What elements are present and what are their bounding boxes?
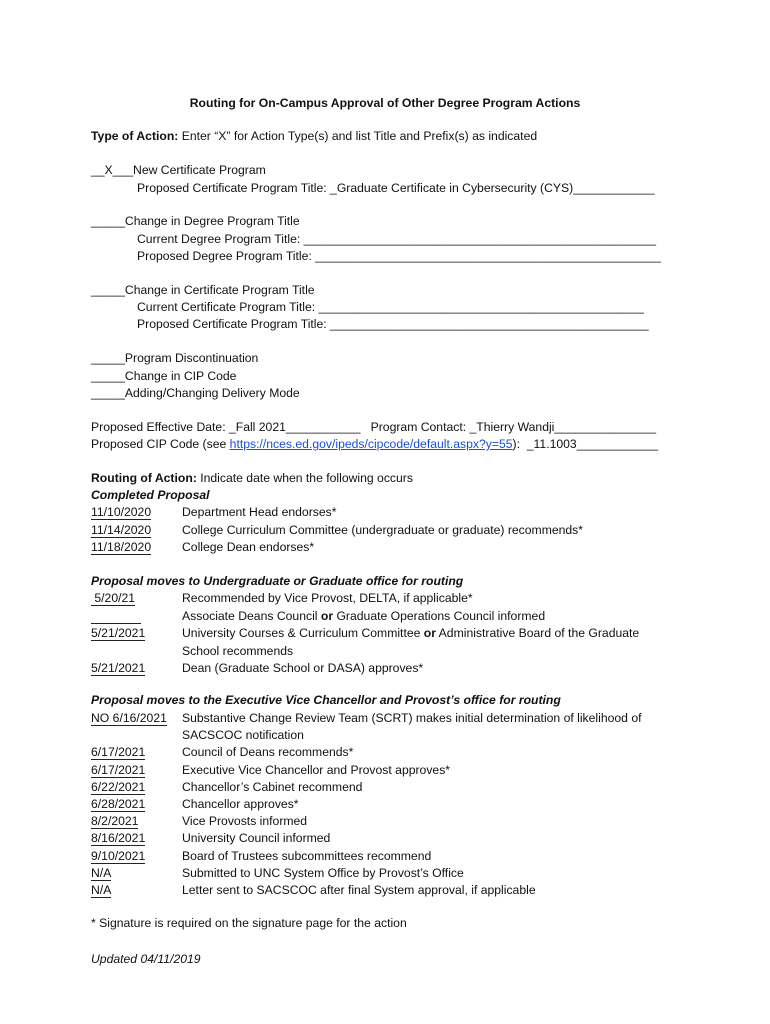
change-certificate-title-option[interactable]: _____Change in Certificate Program Title <box>91 283 315 297</box>
routing-step-text <box>182 814 307 829</box>
step-text: Recommended by Vice Provost, DELTA, if applicable* <box>182 591 473 605</box>
date-value[interactable]: 11/18/2020 <box>91 540 152 554</box>
step-text: College Curriculum Committee (undergraduate or graduate) recommends* <box>182 522 584 537</box>
step-text: College Dean endorses* <box>182 540 315 554</box>
delivery-mode-option[interactable]: _____Adding/Changing Delivery Mode <box>91 386 300 400</box>
cip-code-line <box>91 437 658 452</box>
date-field[interactable] <box>91 711 167 726</box>
date-field[interactable] <box>91 797 145 812</box>
date-field[interactable] <box>91 866 111 881</box>
date-value[interactable]: 6/17/2021 <box>91 745 146 760</box>
step-text: Chancellor approves* <box>182 797 299 811</box>
program-discontinuation-option[interactable]: _____Program Discontinuation <box>91 351 259 365</box>
type-of-action-instruction: Enter “X” for Action Type(s) and list Title and Prefix(s) as indicated <box>178 129 538 143</box>
current-certificate-title-field[interactable]: Current Certificate Program Title: ________________________________________________ <box>137 300 644 314</box>
routing-step-text <box>182 661 423 676</box>
routing-of-action <box>91 471 413 486</box>
routing-step-text <box>182 728 304 743</box>
routing-instruction: Indicate date when the following occurs <box>196 471 413 485</box>
cip-change-option[interactable]: _____Change in CIP Code <box>91 369 237 383</box>
cip-code-prefix: Proposed CIP Code (see <box>91 437 230 451</box>
signature-footnote: * Signature is required on the signature page for the action <box>91 916 407 930</box>
date-field-empty[interactable] <box>91 609 141 624</box>
routing-step-text <box>182 523 583 538</box>
step-text-cont: Administrative Board of the Graduate <box>435 626 640 640</box>
step-text-cont: Graduate Operations Council informed <box>333 608 546 623</box>
date-value[interactable]: 5/21/2021 <box>91 661 146 675</box>
proposed-certificate-title-field[interactable]: Proposed Certificate Program Title: _Graduate Certificate in Cybersecurity (CYS)____________ <box>137 181 655 195</box>
date-field[interactable] <box>91 540 151 555</box>
date-value[interactable]: 6/22/2021 <box>91 779 146 794</box>
step-text-bold: or <box>423 626 436 640</box>
step-text: Associate Deans Council <box>182 608 321 623</box>
date-value[interactable]: 11/14/2020 <box>91 522 152 537</box>
step-text: Board of Trustees subcommittees recommend <box>182 848 432 863</box>
updated-date: Updated 04/11/2019 <box>91 952 201 966</box>
routing-step-text <box>182 849 431 864</box>
routing-step-text <box>182 883 536 898</box>
change-degree-title-option[interactable]: _____Change in Degree Program Title <box>91 214 300 228</box>
date-value[interactable]: 5/21/2021 <box>91 626 146 640</box>
step-text-bold: or <box>320 608 334 623</box>
date-value[interactable]: 8/16/2021 <box>91 831 146 846</box>
date-field[interactable] <box>91 763 145 778</box>
step-text: Department Head endorses* <box>182 505 337 519</box>
ug-grad-routing-heading: Proposal moves to Undergraduate or Graduate office for routing <box>91 574 464 588</box>
date-value[interactable]: 6/28/2021 <box>91 797 146 811</box>
cip-code-link[interactable]: https://nces.ed.gov/ipeds/cipcode/default.aspx?y=55 <box>229 437 513 451</box>
type-of-action-label: Type of Action: <box>91 129 179 143</box>
date-field[interactable] <box>91 591 135 606</box>
completed-proposal-heading: Completed Proposal <box>91 488 210 502</box>
routing-step-text <box>182 626 639 641</box>
evc-routing-heading: Proposal moves to the Executive Vice Chancellor and Provost’s office for routing <box>91 693 561 707</box>
date-value[interactable]: 5/20/21 <box>91 591 136 605</box>
proposed-certificate-title-field-2[interactable]: Proposed Certificate Program Title: _______________________________________________ <box>137 317 649 331</box>
date-value[interactable]: 11/10/2020 <box>91 505 152 519</box>
step-text: Council of Deans recommends* <box>182 745 354 760</box>
step-text: Vice Provosts informed <box>182 814 308 829</box>
routing-step-text <box>182 797 299 812</box>
step-text: University Courses & Curriculum Committee <box>182 626 424 640</box>
date-value[interactable]: 9/10/2021 <box>91 848 146 863</box>
step-text: Submitted to UNC System Office by Provost’s Office <box>182 865 464 880</box>
date-value[interactable]: NO 6/16/2021 <box>91 711 167 725</box>
routing-label: Routing of Action: <box>91 471 197 485</box>
date-field[interactable] <box>91 626 145 641</box>
date-value[interactable]: 6/17/2021 <box>91 762 146 777</box>
step-text: Letter sent to SACSCOC after final System approval, if applicable <box>182 883 536 897</box>
date-field[interactable] <box>91 745 145 760</box>
step-text: University Council informed <box>182 831 331 846</box>
date-value[interactable]: 8/2/2021 <box>91 814 139 829</box>
date-field[interactable] <box>91 883 111 898</box>
routing-step-text <box>182 540 314 555</box>
routing-step-text <box>182 505 336 520</box>
proposed-degree-title-field[interactable]: Proposed Degree Program Title: ___________________________________________________ <box>137 249 661 263</box>
date-field[interactable] <box>91 523 151 538</box>
date-field[interactable] <box>91 831 145 846</box>
step-text: Substantive Change Review Team (SCRT) makes initial determination of likelihood of <box>182 711 642 725</box>
cip-code-value[interactable]: ): _11.1003____________ <box>512 437 659 451</box>
document-title: Routing for On-Campus Approval of Other Degree Program Actions <box>189 96 581 110</box>
routing-step-text <box>182 780 362 795</box>
date-field[interactable] <box>91 849 145 864</box>
type-of-action <box>91 129 537 144</box>
routing-step-text <box>182 745 353 760</box>
step-text: SACSCOC notification <box>182 728 304 743</box>
routing-step-text <box>182 763 450 778</box>
routing-step-text <box>182 644 293 659</box>
new-certificate-option[interactable]: __X___New Certificate Program <box>91 163 266 177</box>
date-value[interactable]: N/A <box>91 883 112 897</box>
current-degree-title-field[interactable]: Current Degree Program Title: ____________________________________________________ <box>137 232 657 246</box>
routing-step-text <box>182 591 473 606</box>
effective-date-contact-line[interactable]: Proposed Effective Date: _Fall 2021___________ Program Contact: _Thierry Wandji_______________ <box>91 420 657 434</box>
step-text: School recommends <box>182 643 294 658</box>
date-field[interactable] <box>91 505 151 520</box>
step-text: Chancellor’s Cabinet recommend <box>182 779 363 794</box>
step-text: Executive Vice Chancellor and Provost approves* <box>182 762 451 777</box>
routing-step-text <box>182 609 545 624</box>
date-field[interactable] <box>91 814 138 829</box>
routing-step-text <box>182 866 464 881</box>
routing-step-text <box>182 831 330 846</box>
routing-step-text <box>182 711 642 726</box>
date-field[interactable] <box>91 661 145 676</box>
date-field[interactable] <box>91 780 145 795</box>
step-text: Dean (Graduate School or DASA) approves* <box>182 661 424 675</box>
date-value[interactable]: N/A <box>91 865 112 880</box>
